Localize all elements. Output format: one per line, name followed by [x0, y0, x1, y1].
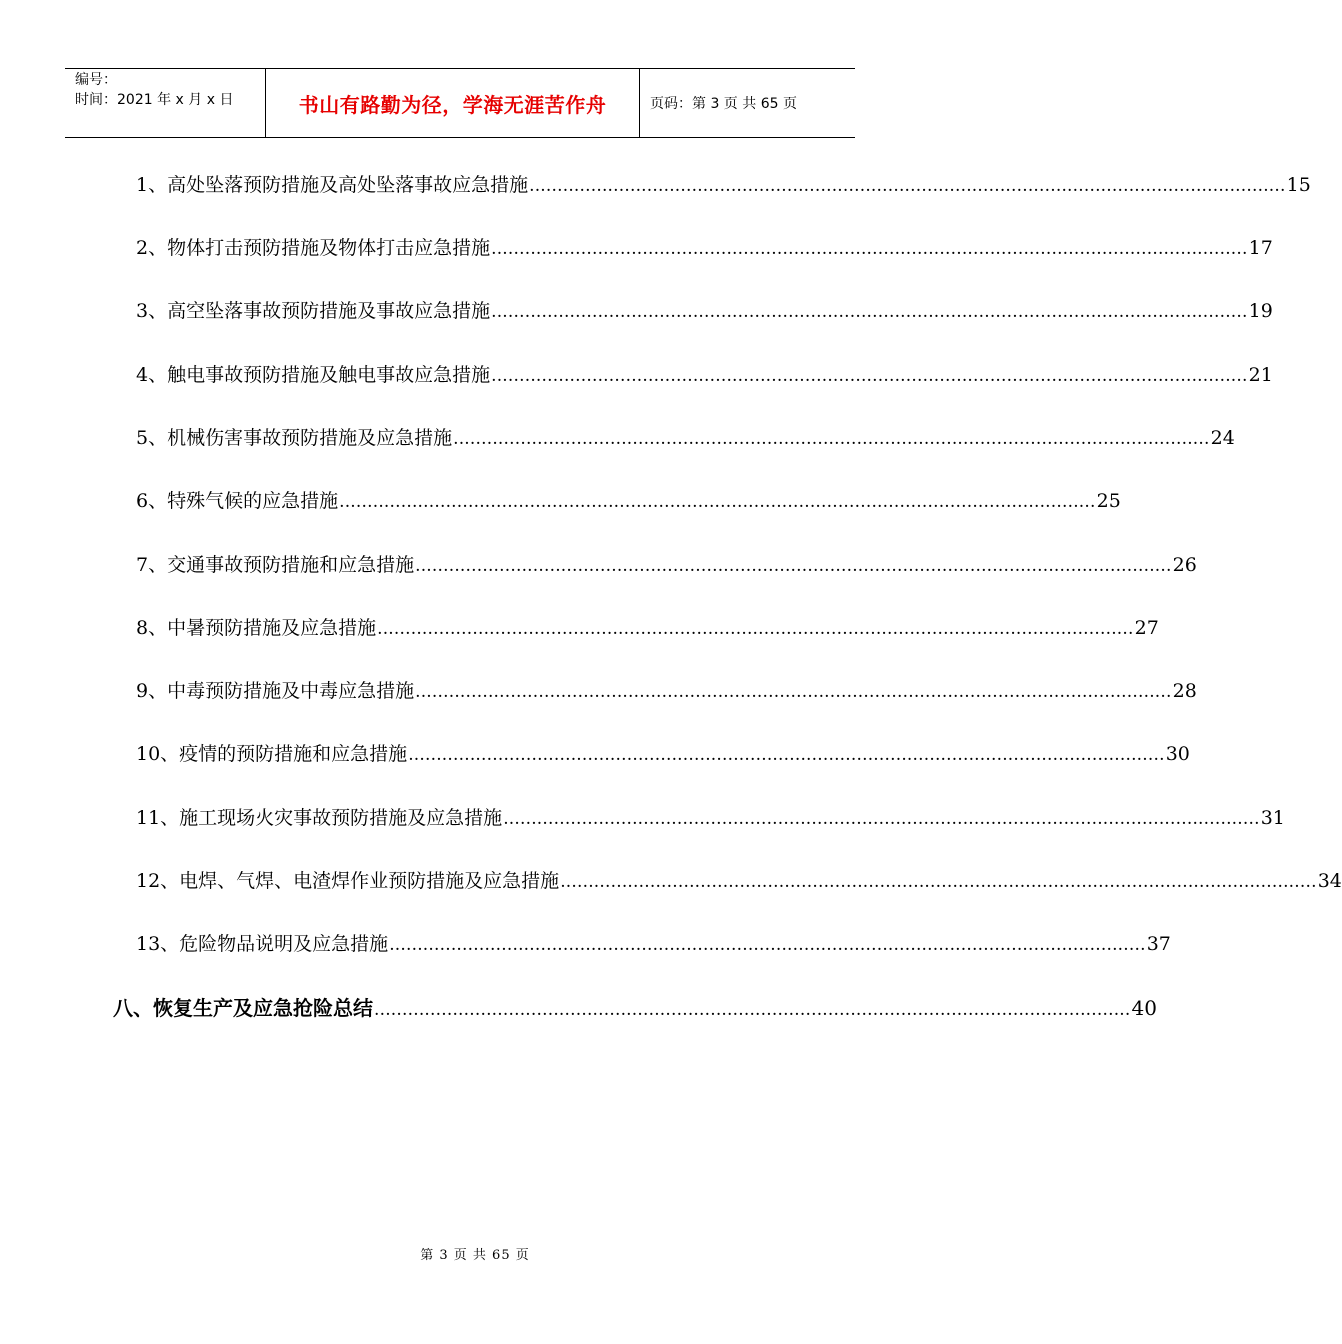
toc-entry-page: 31	[1260, 807, 1285, 829]
toc-leader-dots: .......................................................................................................................................	[377, 619, 1134, 639]
toc-entry[interactable]	[136, 234, 1273, 262]
toc-entry-page: 28	[1172, 680, 1197, 702]
toc-entry-page: 21	[1248, 364, 1273, 386]
header-motto-cell	[266, 69, 640, 137]
toc-entry-title: 9、中毒预防措施及中毒应急措施	[136, 680, 415, 702]
toc-entry-title: 13、危险物品说明及应急措施	[136, 933, 389, 955]
toc-entry-page: 17	[1248, 237, 1273, 259]
toc-leader-dots: .......................................................................................................................................	[529, 176, 1286, 196]
toc-section-page: 40	[1131, 996, 1157, 1020]
toc-entry-title: 6、特殊气候的应急措施	[136, 490, 339, 512]
toc-entry[interactable]	[136, 677, 1197, 705]
toc-leader-dots: .......................................................................................................................................	[408, 745, 1165, 765]
toc-entry-page: 26	[1172, 554, 1197, 576]
toc-entry[interactable]	[136, 361, 1273, 389]
toc-leader-dots: .......................................................................................................................................	[491, 239, 1248, 259]
toc-entry[interactable]	[136, 424, 1235, 452]
toc-leader-dots: .......................................................................................................................................	[560, 872, 1317, 892]
page-footer: 第 3 页 共 65 页	[420, 1248, 530, 1263]
document-number-label: 编号：	[75, 72, 117, 88]
toc-entry[interactable]	[136, 551, 1197, 579]
toc-entry[interactable]	[136, 804, 1285, 832]
toc-entry[interactable]	[136, 297, 1273, 325]
toc-entry-title: 3、高空坠落事故预防措施及事故应急措施	[136, 300, 491, 322]
toc-entry-title: 2、物体打击预防措施及物体打击应急措施	[136, 237, 491, 259]
toc-entry-page: 27	[1134, 617, 1159, 639]
toc-entry-page: 25	[1096, 490, 1121, 512]
toc-entry-page: 15	[1286, 174, 1311, 196]
toc-leader-dots: .......................................................................................................................................	[389, 935, 1146, 955]
toc-leader-dots: .......................................................................................................................................	[415, 682, 1172, 702]
toc-entry-title: 5、机械伤害事故预防措施及应急措施	[136, 427, 453, 449]
toc-entry[interactable]	[136, 867, 1342, 895]
toc-entry-page: 37	[1146, 933, 1171, 955]
header-meta-cell	[65, 69, 266, 137]
header-page-info: 页码：第 3 页 共 65 页	[650, 96, 797, 112]
toc-entry-title: 8、中暑预防措施及应急措施	[136, 617, 377, 639]
page-header	[65, 68, 855, 138]
toc-entry-title: 1、高处坠落预防措施及高处坠落事故应急措施	[136, 174, 529, 196]
toc-entry-title: 12、电焊、气焊、电渣焊作业预防措施及应急措施	[136, 870, 560, 892]
document-time-label: 时间：2021 年 x 月 x 日	[75, 92, 234, 108]
toc-entry[interactable]	[136, 614, 1159, 642]
toc-entry[interactable]	[136, 930, 1171, 958]
toc-leader-dots: .......................................................................................................................................	[491, 302, 1248, 322]
toc-section-title: 八、恢复生产及应急抢险总结	[113, 996, 373, 1020]
toc-leader-dots: .......................................................................................................................................	[491, 366, 1248, 386]
toc-entry[interactable]	[136, 740, 1190, 768]
toc-entry-page: 30	[1165, 743, 1190, 765]
toc-entry-page: 34	[1317, 870, 1342, 892]
toc-leader-dots: .......................................................................................................................................	[503, 809, 1260, 829]
toc-entry-title: 4、触电事故预防措施及触电事故应急措施	[136, 364, 491, 386]
toc-entry-page: 19	[1248, 300, 1273, 322]
toc-leader-dots: .......................................................................................................................................	[415, 556, 1172, 576]
toc-entry-page: 24	[1210, 427, 1235, 449]
header-page-cell	[640, 69, 855, 137]
toc-leader-dots: .......................................................................................................................................	[453, 429, 1210, 449]
toc-entry[interactable]	[136, 171, 1311, 199]
header-motto: 书山有路勤为径，学海无涯苦作舟	[298, 92, 607, 117]
toc-leader-dots: .......................................................................................................................................	[339, 492, 1096, 512]
toc-section-entry[interactable]	[113, 994, 1157, 1022]
toc-entry-title: 10、疫情的预防措施和应急措施	[136, 743, 408, 765]
toc-entry-title: 7、交通事故预防措施和应急措施	[136, 554, 415, 576]
toc-entry[interactable]	[136, 487, 1121, 515]
toc-leader-dots: .......................................................................................................................................	[374, 1000, 1131, 1020]
toc-entry-title: 11、施工现场火灾事故预防措施及应急措施	[136, 807, 503, 829]
